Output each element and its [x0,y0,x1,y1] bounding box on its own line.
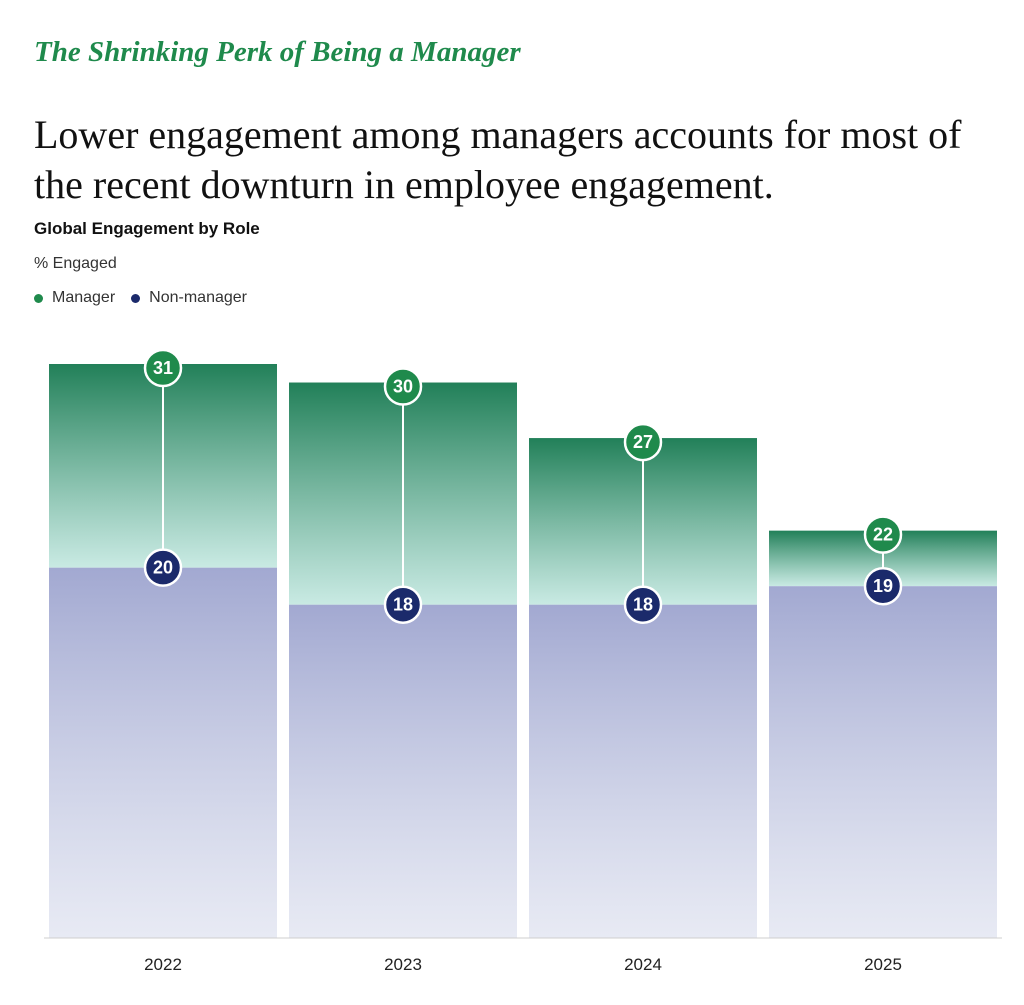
point-non-manager-2023-text: 18 [392,594,414,615]
point-manager-2025-text: 22 [872,524,894,545]
point-manager-2022-text: 31 [152,358,174,378]
headline: Lower engagement among managers accounts for most of the recent downturn in employee engagement. [34,112,962,207]
bar-non-manager-2024 [529,605,757,938]
point-non-manager-2024-text: 18 [632,594,654,615]
point-manager-2025 [865,517,901,553]
point-non-manager-2025-text: 19 [872,576,894,597]
point-manager-2024-text: 27 [632,432,654,453]
point-non-manager-2022 [145,550,181,586]
point-manager-2024 [625,424,661,460]
kicker-title: The Shrinking Perk of Being a Manager [34,36,521,68]
point-manager-2023-text: 30 [392,376,414,397]
bar-non-manager-2023 [289,605,517,938]
x-tick-label-2022: 2022 [144,955,182,974]
x-tick-label-2023: 2023 [384,955,422,974]
point-manager-2022 [145,350,181,386]
point-non-manager-2025 [865,568,901,604]
point-non-manager-2024 [625,587,661,623]
legend-label-non-manager: Non-manager [149,289,247,306]
y-axis-unit-label: % Engaged [34,255,117,272]
bar-non-manager-2022 [49,568,277,938]
chart-title: Global Engagement by Role [34,219,260,238]
legend-label-manager: Manager [52,289,116,306]
x-tick-label-2024: 2024 [624,955,662,974]
x-tick-label-2025: 2025 [864,955,902,974]
point-non-manager-2022-text: 20 [152,557,174,578]
point-non-manager-2023 [385,587,421,623]
bar-non-manager-2025 [769,586,997,938]
point-manager-2023 [385,369,421,405]
